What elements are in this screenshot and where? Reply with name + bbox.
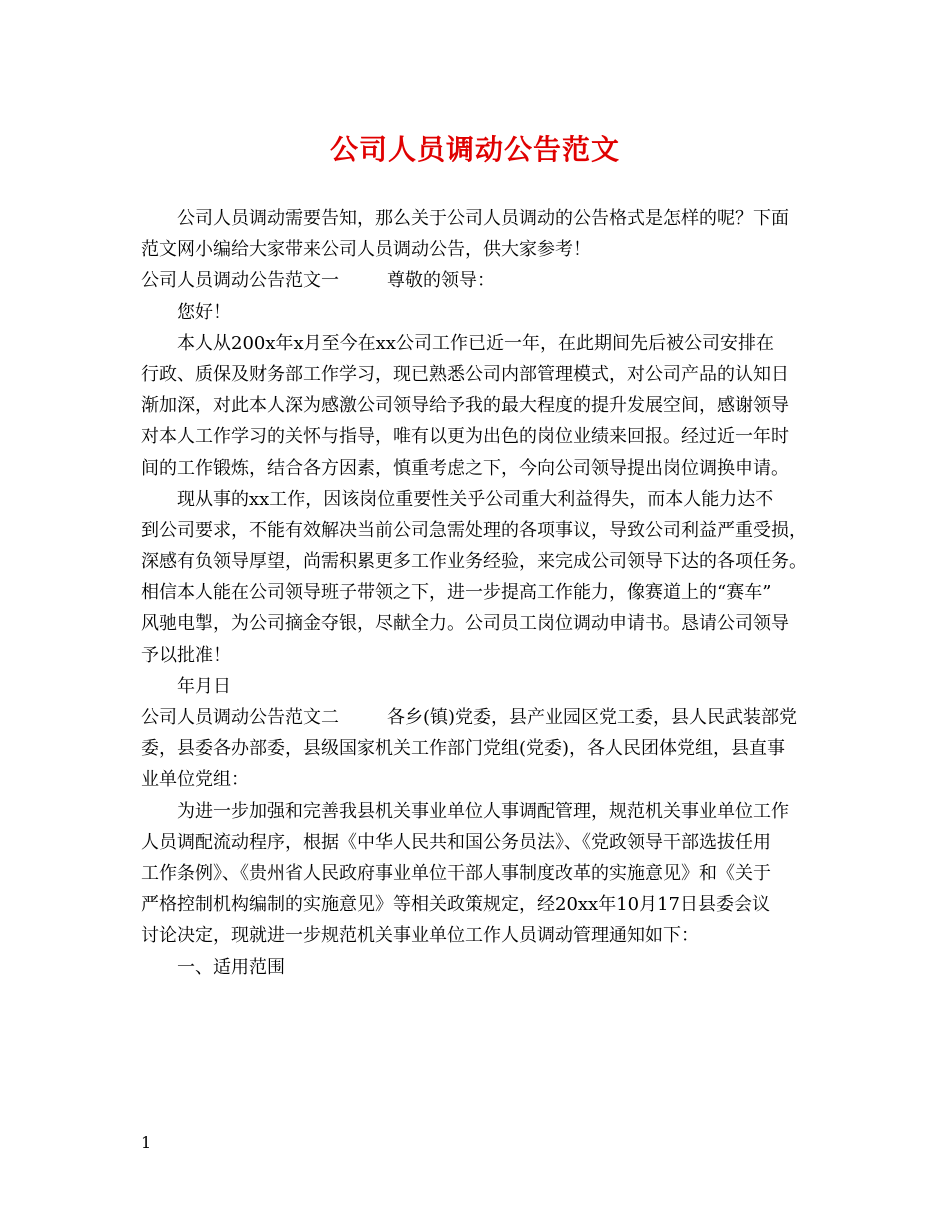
paragraph-line: 公司人员调动需要告知，那么关于公司人员调动的公告格式是怎样的呢？下面 [177, 208, 789, 229]
paragraph-line: 相信本人能在公司领导班子带领之下，进一步提高工作能力，像赛道上的“赛车” [141, 582, 772, 604]
paragraph-line: 讨论决定，现就进一步规范机关事业单位工作人员调动管理通知如下： [141, 925, 699, 947]
section-heading-line [141, 702, 817, 733]
paragraph-line: 严格控制机构编制的实施意见》等相关政策规定，经20xx年10月17日县委会议 [141, 894, 771, 916]
paragraph-line: 工作条例》、《贵州省人民政府事业单位干部人事制度改革的实施意见》和《关于 [141, 862, 771, 884]
section-heading: 公司人员调动公告范文二 [141, 707, 339, 728]
section-heading-line [141, 265, 817, 296]
date-line: 年月日 [177, 675, 231, 697]
subsection-heading: 一、适用范围 [177, 956, 285, 978]
paragraph-line: 范文网小编给大家带来公司人员调动公告，供大家参考！ [141, 239, 591, 261]
paragraph-line: 现从事的xx工作，因该岗位重要性关乎公司重大利益得失，而本人能力达不 [177, 488, 774, 510]
section-heading: 公司人员调动公告范文一 [141, 270, 339, 292]
paragraph-line: 本人从200x年x月至今在xx公司工作已近一年，在此期间先后被公司安排在 [177, 332, 774, 354]
document-title: 公司人员调动公告范文 [329, 133, 620, 166]
paragraph-line: 委，县委各办部委，县级国家机关工作部门党组(党委)，各人民团体党组，县直事 [141, 738, 786, 760]
paragraph-line: 渐加深，对此本人深为感激公司领导给予我的最大程度的提升发展空间，感谢领导 [141, 395, 789, 417]
addressee: 各乡(镇)党委，县产业园区党工委，县人民武装部党 [387, 707, 798, 728]
paragraph-line: 予以批准！ [141, 644, 231, 666]
paragraph-line: 人员调配流动程序，根据《中华人民共和国公务员法》、《党政领导干部选拔任用 [141, 831, 771, 853]
paragraph-line: 行政、质保及财务部工作学习，现已熟悉公司内部管理模式，对公司产品的认知日 [141, 363, 789, 385]
salutation: 尊敬的领导： [387, 270, 495, 292]
paragraph-line: 风驰电掣，为公司摘金夺银，尽献全力。公司员工岗位调动申请书。恳请公司领导 [141, 613, 789, 635]
paragraph-line: 深感有负领导厚望，尚需积累更多工作业务经验，来完成公司领导下达的各项任务。 [141, 551, 807, 573]
paragraph-line: 到公司要求，不能有效解决当前公司急需处理的各项事议，导致公司利益严重受损， [141, 519, 807, 541]
paragraph-line: 业单位党组： [141, 769, 249, 791]
paragraph-line: 为进一步加强和完善我县机关事业单位人事调配管理，规范机关事业单位工作 [177, 800, 789, 822]
paragraph-line: 对本人工作学习的关怀与指导，唯有以更为出色的岗位业绩来回报。经过近一年时 [141, 426, 789, 448]
page-number: 1 [141, 1133, 152, 1152]
document-body [141, 203, 817, 983]
greeting: 您好！ [177, 301, 231, 323]
paragraph-line: 间的工作锻炼，结合各方因素，慎重考虑之下，今向公司领导提出岗位调换申请。 [141, 457, 789, 479]
